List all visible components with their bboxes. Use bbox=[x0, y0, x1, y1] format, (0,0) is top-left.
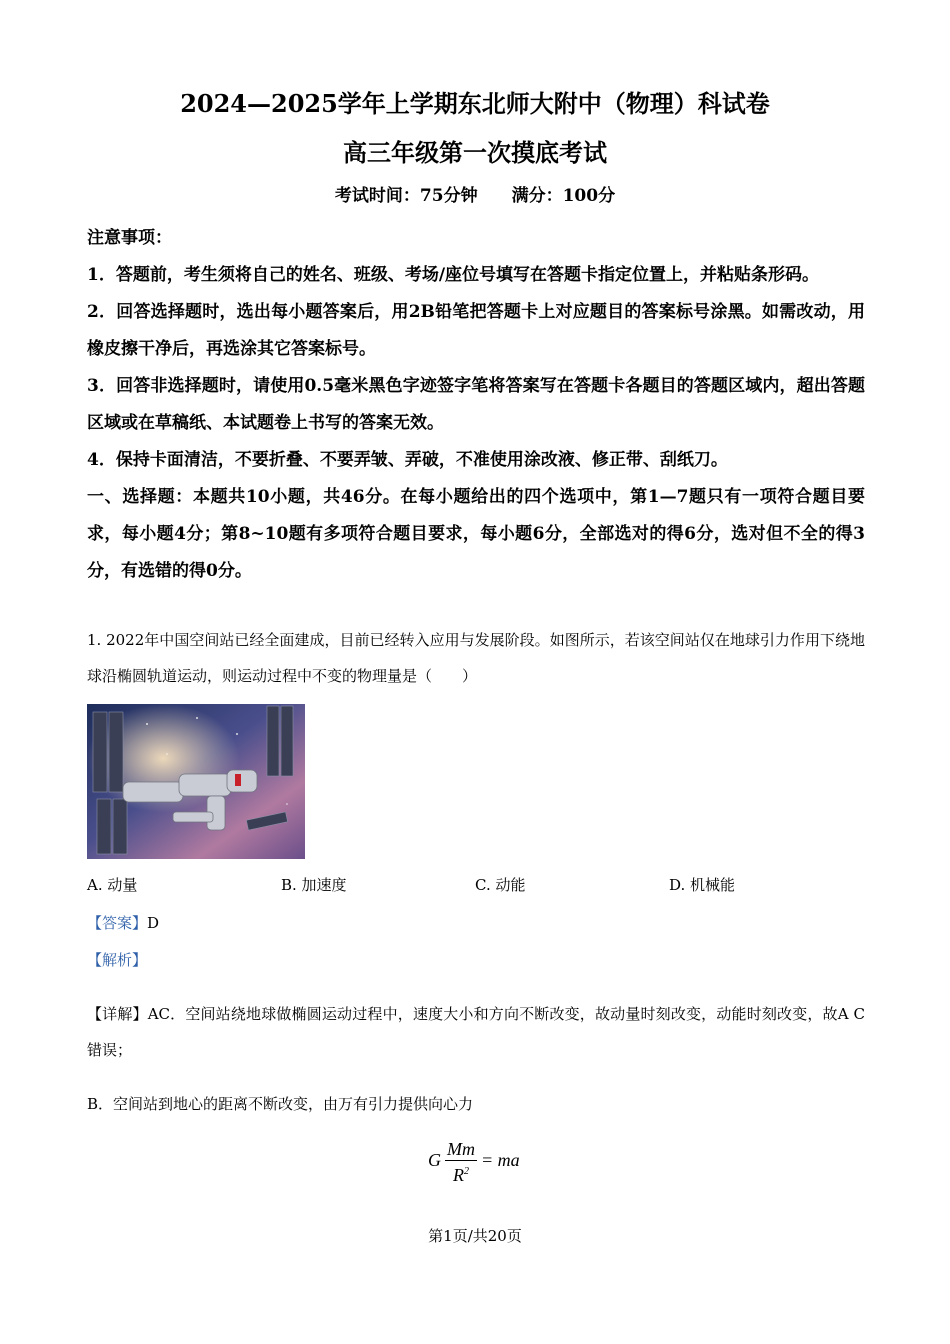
formula-den-base: R bbox=[453, 1165, 464, 1185]
note-item: 3．回答非选择题时，请使用0.5毫米黑色字迹签字笔将答案写在答题卡各题目的答题区域内，超出答题区域或在草稿纸、本试题卷上书写的答案无效。 bbox=[87, 376, 865, 433]
exam-title: 2024—2025学年上学期东北师大附中（物理）科试卷 bbox=[180, 89, 770, 118]
formula-rhs: = ma bbox=[481, 1150, 520, 1171]
notes-heading: 注意事项： bbox=[87, 228, 172, 248]
formula-den-exp: 2 bbox=[464, 1166, 469, 1177]
detail-text-2: B．空间站到地心的距离不断改变，由万有引力提供向心力 bbox=[87, 1095, 474, 1113]
page-footer: 第1页/共20页 bbox=[428, 1227, 522, 1245]
detail-label: 【详解】 bbox=[87, 1005, 148, 1023]
formula-numerator: Mm bbox=[447, 1139, 475, 1159]
note-item: 1．答题前，考生须将自己的姓名、班级、考场/座位号填写在答题卡指定位置上，并粘贴条形码。 bbox=[87, 265, 820, 285]
detail-text-1: AC．空间站绕地球做椭圆运动过程中，速度大小和方向不断改变，故动量时刻改变，动能时刻改变，故A C错误； bbox=[87, 1005, 865, 1059]
note-item: 2．回答选择题时，选出每小题答案后，用2B铅笔把答题卡上对应题目的答案标号涂黑。如需改动，用橡皮擦干净后，再选涂其它答案标号。 bbox=[87, 302, 865, 359]
exam-subtitle: 高三年级第一次摸底考试 bbox=[343, 138, 607, 167]
option-d: D. 机械能 bbox=[669, 876, 736, 894]
question-1-text: 1. 2022年中国空间站已经全面建成，目前已经转入应用与发展阶段。如图所示，若该空间站仅在地球引力作用下绕地球沿椭圆轨道运动，则运动过程中不变的物理量是（ ） bbox=[87, 631, 865, 685]
answer-value: D bbox=[147, 914, 160, 932]
analysis-label: 【解析】 bbox=[87, 951, 148, 969]
option-c: C. 动能 bbox=[475, 876, 526, 894]
option-b: B. 加速度 bbox=[281, 876, 347, 894]
formula-g: G bbox=[428, 1150, 441, 1171]
exam-time: 考试时间：75分钟 bbox=[334, 186, 478, 206]
gravitation-formula bbox=[428, 1138, 520, 1186]
detail-paragraph bbox=[87, 996, 865, 1068]
note-item: 4．保持卡面清洁，不要折叠、不要弄皱、弄破，不准使用涂改液、修正带、刮纸刀。 bbox=[87, 450, 728, 470]
section-heading: 一、选择题：本题共10小题，共46分。在每小题给出的四个选项中，第1—7题只有一项符合题目要求，每小题4分；第8~10题有多项符合题目要求，每小题6分，全部选对的得6分，选对但不全的得3分，有选错的得0分。 bbox=[87, 487, 865, 581]
exam-score: 满分：100分 bbox=[511, 186, 616, 206]
option-a: A. 动量 bbox=[87, 876, 138, 894]
formula-fraction bbox=[445, 1138, 477, 1186]
exam-info bbox=[0, 181, 950, 206]
space-station-image bbox=[87, 704, 305, 859]
formula-denominator bbox=[445, 1161, 477, 1186]
answer-label: 【答案】 bbox=[87, 914, 148, 932]
notes-block bbox=[87, 220, 865, 590]
analysis-line bbox=[87, 949, 147, 970]
answer-line bbox=[87, 912, 159, 933]
